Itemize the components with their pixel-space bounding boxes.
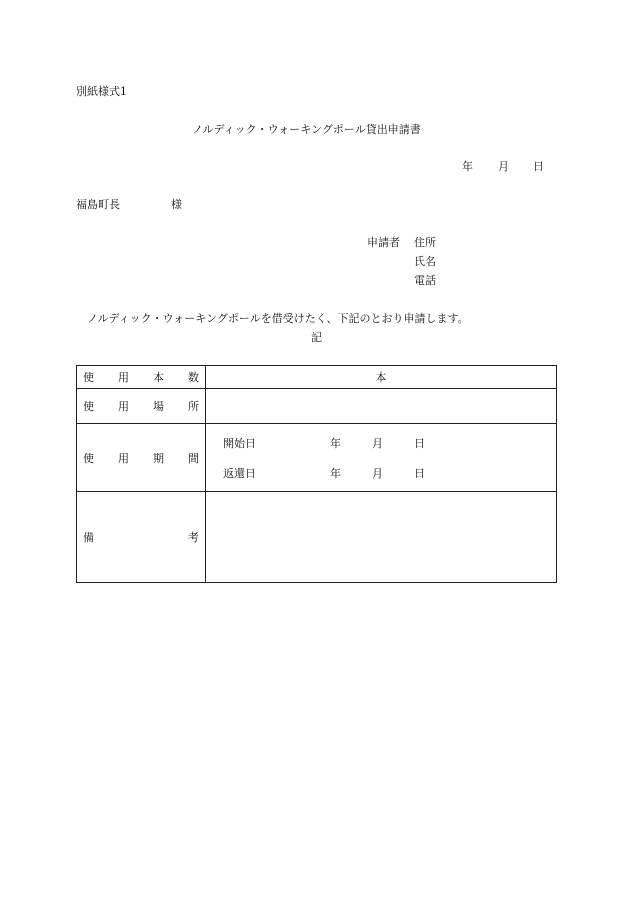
return-year-label: 年 — [330, 466, 341, 480]
applicant-name-label: 氏名 — [414, 255, 436, 268]
return-day-label: 日 — [414, 466, 425, 480]
date-day-label: 日 — [533, 160, 544, 173]
date-month-label: 月 — [498, 160, 509, 173]
period-label: 使 用 期 間 — [83, 451, 199, 465]
start-year-label: 年 — [330, 436, 341, 450]
count-unit: 本 — [375, 371, 387, 384]
request-text: ノルディック・ウォーキングポールを借受けたく、下記のとおり申請します。 — [87, 312, 469, 325]
start-month-label: 月 — [372, 436, 383, 450]
place-label: 使 用 場 所 — [83, 400, 199, 413]
period-grid — [206, 435, 556, 481]
count-value-cell[interactable] — [206, 366, 557, 389]
place-label-cell — [77, 389, 206, 424]
table-row-place — [77, 389, 557, 424]
period-value-cell[interactable] — [206, 424, 557, 492]
place-value-cell[interactable] — [206, 389, 557, 424]
return-month-label: 月 — [372, 466, 383, 480]
document-title: ノルディック・ウォーキングポール貸出申請書 — [192, 123, 421, 136]
addressee: 福島町長 — [76, 198, 120, 211]
start-day-label: 日 — [414, 436, 425, 450]
count-label: 使 用 本 数 — [83, 371, 199, 384]
ki-heading: 記 — [311, 331, 322, 344]
remarks-value-cell[interactable] — [206, 492, 557, 583]
applicant-address-label: 住所 — [414, 236, 436, 249]
honorific: 様 — [171, 198, 182, 211]
table-row-remarks — [77, 492, 557, 583]
table-row-count — [77, 366, 557, 389]
applicant-phone-label: 電話 — [414, 274, 436, 287]
remarks-label: 備 考 — [83, 531, 199, 544]
form-number: 別紙様式1 — [76, 85, 127, 98]
applicant-label: 申請者 — [367, 236, 400, 249]
application-table — [76, 365, 557, 583]
remarks-label-cell — [77, 492, 206, 583]
count-label-cell — [77, 366, 206, 389]
date-year-label: 年 — [462, 160, 473, 173]
period-label-cell — [77, 424, 206, 492]
return-date-label: 返還日 — [223, 466, 256, 480]
start-date-label: 開始日 — [223, 436, 256, 450]
table-row-period — [77, 424, 557, 492]
